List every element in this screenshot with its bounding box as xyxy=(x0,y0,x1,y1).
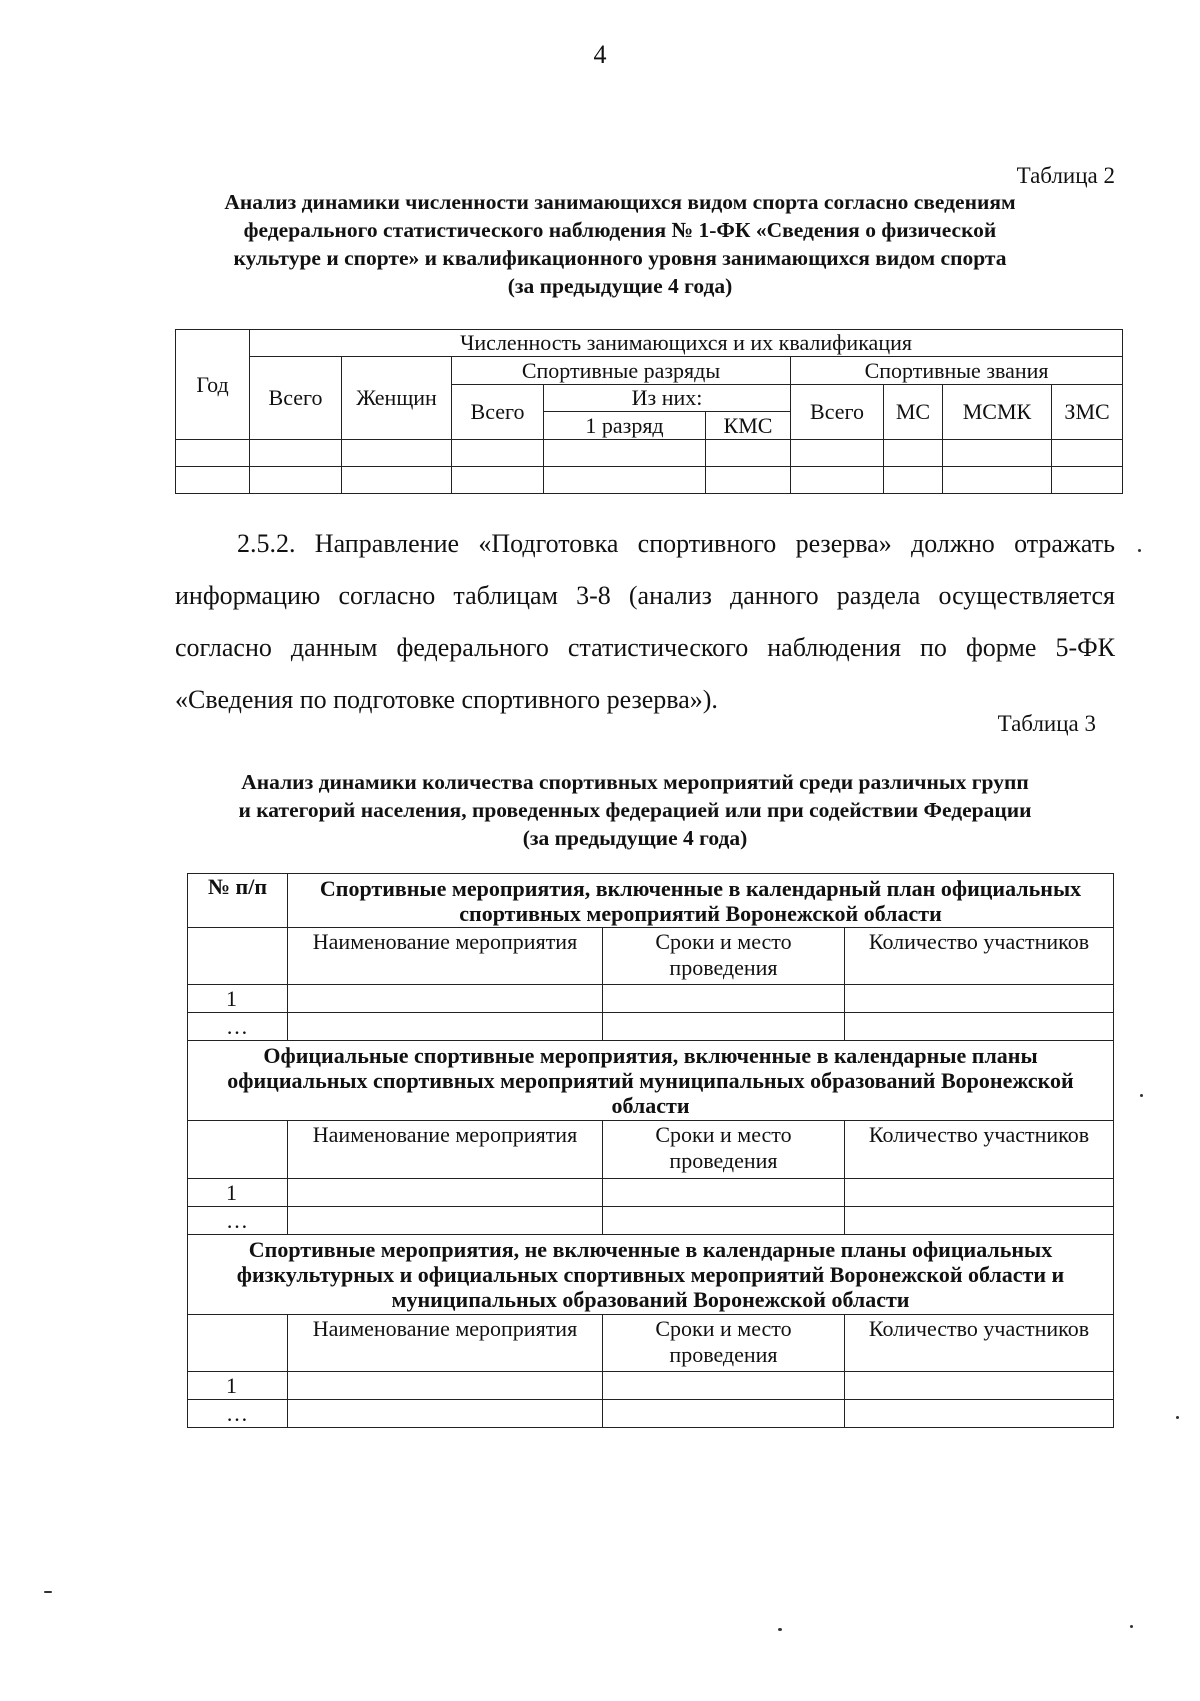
table-cell xyxy=(452,440,544,467)
table3-title-line: Анализ динамики количества спортивных мероприятий среди различных групп xyxy=(241,770,1029,794)
scan-speck xyxy=(1138,549,1141,552)
table-cell xyxy=(1052,467,1123,494)
table-cell xyxy=(342,467,452,494)
col-name: Наименование мероприятия xyxy=(288,1121,603,1179)
col-dates: Сроки и место проведения xyxy=(603,1315,845,1372)
table-cell xyxy=(603,1013,845,1041)
table-cell xyxy=(342,440,452,467)
table-cell xyxy=(176,440,250,467)
table-cell xyxy=(176,467,250,494)
scan-speck xyxy=(44,1591,52,1593)
table2-title-line: федерального статистического наблюдения № 1-ФК «Сведения о физической xyxy=(243,218,997,242)
header-rank1: 1 разряд xyxy=(544,412,706,440)
header-total: Всего xyxy=(250,357,342,440)
table-row xyxy=(176,440,1123,467)
table-row xyxy=(188,985,1114,1013)
table-cell xyxy=(1052,440,1123,467)
table-cell xyxy=(288,1207,603,1235)
scan-speck xyxy=(1130,1625,1133,1628)
header-ranks: Спортивные разряды xyxy=(452,357,791,385)
table-cell xyxy=(603,1179,845,1207)
table-cell xyxy=(188,1315,288,1372)
table-cell xyxy=(791,440,884,467)
table-cell xyxy=(188,1121,288,1179)
table-cell xyxy=(603,985,845,1013)
section-heading: Спортивные мероприятия, включенные в календарный план официальных спортивных мероприятий Воронежской области xyxy=(288,874,1114,928)
table-row xyxy=(188,1013,1114,1041)
table2-title-line: культуре и спорте» и квалификационного уровня занимающихся видом спорта xyxy=(233,246,1007,270)
table2-label: Таблица 2 xyxy=(1016,163,1115,188)
table-cell xyxy=(288,1179,603,1207)
table2-title-line: Анализ динамики численности занимающихся видом спорта согласно сведениям xyxy=(224,190,1016,214)
header-women: Женщин xyxy=(342,357,452,440)
table-cell xyxy=(544,467,706,494)
header-num: № п/п xyxy=(188,874,288,928)
row-number: 1 xyxy=(188,1179,288,1207)
col-name: Наименование мероприятия xyxy=(288,1315,603,1372)
header-msmk: МСМК xyxy=(943,385,1052,440)
table-row xyxy=(188,1207,1114,1235)
table3-title xyxy=(160,768,1110,852)
row-number: 1 xyxy=(188,1372,288,1400)
scan-speck xyxy=(1140,1094,1143,1097)
col-count: Количество участников xyxy=(845,1121,1114,1179)
table-cell xyxy=(845,1400,1114,1428)
table-row xyxy=(188,1179,1114,1207)
section-paragraph xyxy=(175,518,1115,726)
table-cell xyxy=(845,1372,1114,1400)
table-row xyxy=(188,1372,1114,1400)
paragraph-line: информацию согласно таблицам 3-8 (анализ данного раздела осуществляется xyxy=(175,581,1115,610)
table2-title xyxy=(160,188,1080,300)
table3-label: Таблица 3 xyxy=(997,711,1096,736)
paragraph-line: 2.5.2. Направление «Подготовка спортивного резерва» должно отражать xyxy=(237,529,1115,558)
table3-title-line: и категорий населения, проведенных федерацией или при содействии Федерации xyxy=(238,798,1032,822)
table2 xyxy=(175,329,1123,494)
section-heading: Спортивные мероприятия, не включенные в календарные планы официальных физкультурных и официальных спортивных мероприятий Воронежской области и муниципальных образований Воронежской области xyxy=(188,1235,1114,1315)
table-cell xyxy=(943,467,1052,494)
table-cell xyxy=(884,467,943,494)
row-number: 1 xyxy=(188,985,288,1013)
scan-speck xyxy=(778,1628,782,1631)
col-count: Количество участников xyxy=(845,1315,1114,1372)
col-dates: Сроки и место проведения xyxy=(603,1121,845,1179)
table-cell xyxy=(845,1013,1114,1041)
header-group: Численность занимающихся и их квалификация xyxy=(250,330,1123,357)
table-cell xyxy=(452,467,544,494)
table-cell xyxy=(288,1372,603,1400)
section-heading: Официальные спортивные мероприятия, включенные в календарные планы официальных спортивных мероприятий муниципальных образований Воронежской области xyxy=(188,1041,1114,1121)
table-row xyxy=(188,1400,1114,1428)
table-cell xyxy=(884,440,943,467)
row-ellipsis: … xyxy=(188,1207,288,1235)
table2-title-line: (за предыдущие 4 года) xyxy=(507,274,733,298)
header-ranks-total: Всего xyxy=(452,385,544,440)
scan-speck xyxy=(1176,1416,1179,1419)
header-titles-total: Всего xyxy=(791,385,884,440)
col-dates: Сроки и место проведения xyxy=(603,928,845,985)
table-cell xyxy=(250,440,342,467)
table-cell xyxy=(943,440,1052,467)
table-cell xyxy=(288,1400,603,1428)
table3 xyxy=(187,873,1114,1428)
col-count: Количество участников xyxy=(845,928,1114,985)
page-number: 4 xyxy=(593,40,607,69)
table-cell xyxy=(288,985,603,1013)
table-cell xyxy=(791,467,884,494)
table-cell xyxy=(706,467,791,494)
table-cell xyxy=(250,467,342,494)
table-cell xyxy=(706,440,791,467)
header-kms: КМС xyxy=(706,412,791,440)
table3-title-line: (за предыдущие 4 года) xyxy=(522,826,748,850)
paragraph-line: согласно данным федерального статистического наблюдения по форме 5-ФК xyxy=(175,633,1115,662)
table-cell xyxy=(544,440,706,467)
header-ms: МС xyxy=(884,385,943,440)
table-cell xyxy=(603,1400,845,1428)
row-ellipsis: … xyxy=(188,1013,288,1041)
paragraph-line: «Сведения по подготовке спортивного резерва»). xyxy=(175,685,718,714)
table-row xyxy=(176,467,1123,494)
header-of-them: Из них: xyxy=(544,385,791,412)
table-cell xyxy=(288,1013,603,1041)
table-cell xyxy=(188,928,288,985)
table-cell xyxy=(603,1372,845,1400)
header-year: Год xyxy=(176,330,250,440)
table-cell xyxy=(845,1207,1114,1235)
table-cell xyxy=(845,985,1114,1013)
table-cell xyxy=(845,1179,1114,1207)
header-zms: ЗМС xyxy=(1052,385,1123,440)
row-ellipsis: … xyxy=(188,1400,288,1428)
table-cell xyxy=(603,1207,845,1235)
header-titles: Спортивные звания xyxy=(791,357,1123,385)
col-name: Наименование мероприятия xyxy=(288,928,603,985)
